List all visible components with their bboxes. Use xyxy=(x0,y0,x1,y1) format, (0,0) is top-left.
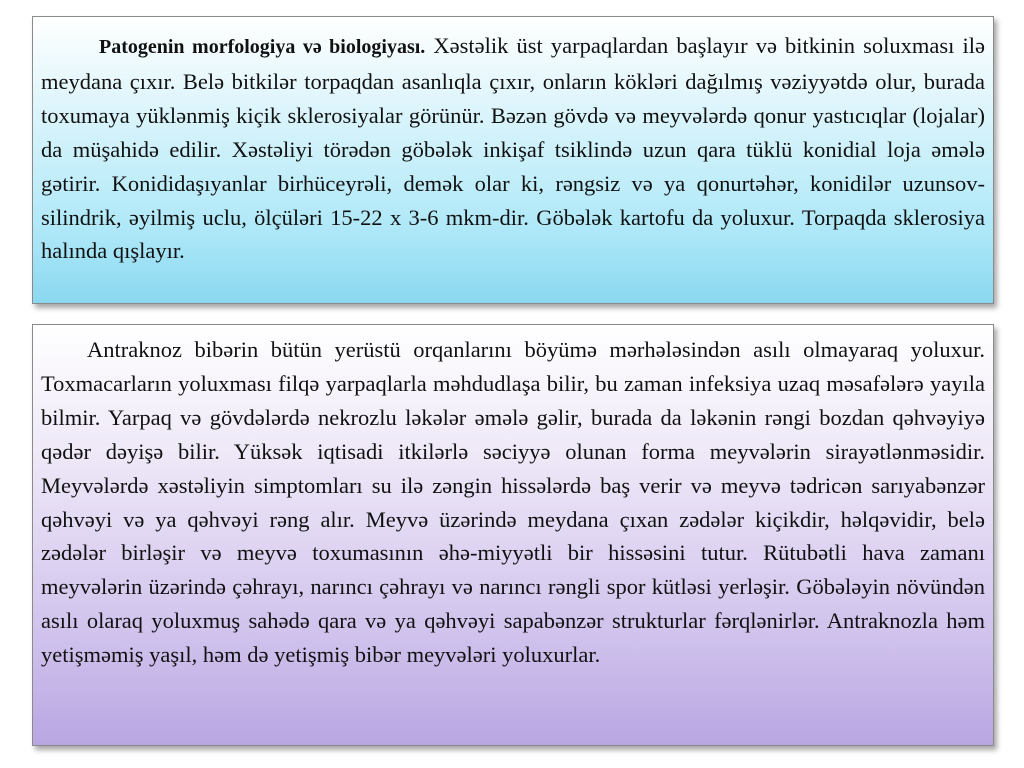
pathogen-text-box xyxy=(32,16,994,304)
anthracnose-text-box xyxy=(32,324,994,746)
pathogen-paragraph xyxy=(41,29,985,268)
pathogen-body: Xəstəlik üst yarpaqlardan başlayır və bitkinin soluxması ilə meydana çıxır. Belə bitkilər torpaqdan asanlıqla çıxır, onların kökləri dağılmış vəziyyətdə olur, burada toxumaya yüklənmiş kiçik sklerosiyalar görünür. Bəzən gövdə və meyvələrdə qonur yastıcıqlar (lojalar) da müşahidə edilir. Xəstəliyi törədən göbələk inkişaf tsiklində uzun qara tüklü konidial loja əmələ gətirir. Konididaşıyanlar birhüceyrəli, demək olar ki, rəngsiz və ya qonurtəhər, konidilər uzunsov-silindrik, əyilmiş uclu, ölçüləri 15-22 x 3-6 mkm-dir. Göbələk kartofu da yoluxur. Torpaqda sklerosiya halında qışlayır. xyxy=(41,33,985,264)
pathogen-heading: Patogenin morfologiya və biologiyası. xyxy=(99,36,426,58)
anthracnose-paragraph: Antraknoz bibərin bütün yerüstü orqanlarını böyümə mərhələsindən asılı olmayaraq yoluxur. Toxmacarların yoluxması filqə yarpaqlarla məhdudlaşa bilir, bu zaman infeksiya uzaq məsafələrə yayıla bilmir. Yarpaq və gövdələrdə nekrozlu ləkələr əmələ gəlir, burada da ləkənin rəngi bozdan qəhvəyiyə qədər dəyişə bilir. Yüksək iqtisadi itkilərlə səciyyə olunan forma meyvələrin sirayətlənməsidir. Meyvələrdə xəstəliyin simptomları su ilə zəngin hissələrdə baş verir və meyvə tədricən sarıyabənzər qəhvəyi və ya qəhvəyi rəng alır. Meyvə üzərində meydana çıxan zədələr kiçikdir, həlqəvidir, belə zədələr birləşir və meyvə toxumasının əhə-miyyətli bir hissəsini tutur. Rütubətli hava zamanı meyvələrin üzərində çəhrayı, narıncı çəhrayı və narıncı rəngli spor kütləsi yerləşir. Göbələyin növündən asılı olaraq yoluxmuş sahədə qara və ya qəhvəyi sapabənzər strukturlar fərqlənirlər. Antraknozla həm yetişməmiş yaşıl, həm də yetişmiş bibər meyvələri yoluxurlar. xyxy=(41,337,985,668)
